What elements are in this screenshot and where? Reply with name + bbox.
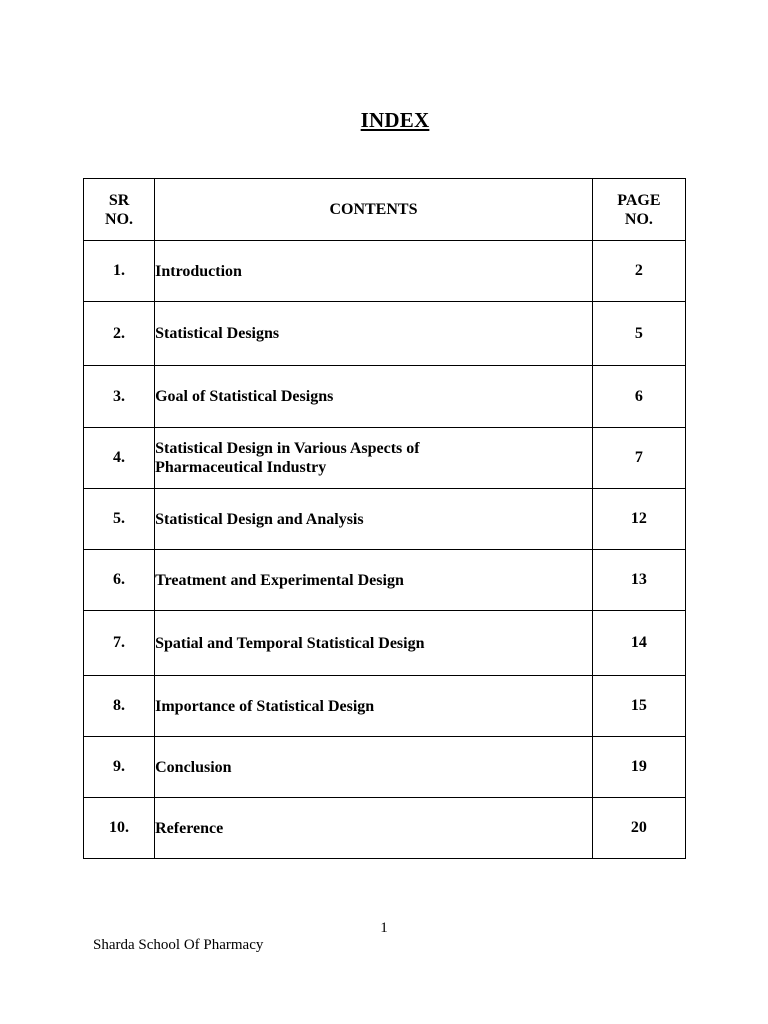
row-content-line: Pharmaceutical Industry: [155, 459, 327, 476]
row-page-no: 15: [592, 676, 685, 737]
row-sr-no: 9.: [84, 737, 155, 798]
row-page-no: 2: [592, 241, 685, 302]
header-page-no: [592, 179, 685, 241]
table-row: [84, 676, 686, 737]
table-row: [84, 241, 686, 302]
row-page-no: 5: [592, 302, 685, 366]
table-row: [84, 366, 686, 428]
row-sr-no: 1.: [84, 241, 155, 302]
table-row: [84, 428, 686, 489]
table-row: [84, 489, 686, 550]
row-content: Spatial and Temporal Statistical Design: [155, 611, 593, 676]
table-row: [84, 798, 686, 859]
row-sr-no: 7.: [84, 611, 155, 676]
row-content: Introduction: [155, 241, 593, 302]
header-page-no-label: NO.: [624, 210, 653, 228]
page-title: INDEX: [360, 108, 430, 132]
row-page-no: 12: [592, 489, 685, 550]
header-sr-no: [84, 179, 155, 241]
row-page-no: 14: [592, 611, 685, 676]
table-header-row: [84, 179, 686, 241]
header-no-label: NO.: [105, 210, 134, 228]
row-sr-no: 3.: [84, 366, 155, 428]
footer-text: Sharda School Of Pharmacy: [93, 937, 264, 953]
row-content: Goal of Statistical Designs: [155, 366, 593, 428]
row-content-line: Statistical Design in Various Aspects of: [155, 440, 420, 457]
row-sr-no: 8.: [84, 676, 155, 737]
row-sr-no: 6.: [84, 550, 155, 611]
row-sr-no: 4.: [84, 428, 155, 489]
row-page-no: 7: [592, 428, 685, 489]
header-contents: CONTENTS: [155, 179, 593, 241]
table-row: [84, 302, 686, 366]
row-page-no: 6: [592, 366, 685, 428]
row-content: Importance of Statistical Design: [155, 676, 593, 737]
header-sr-label: SR: [108, 191, 130, 209]
index-table: [83, 178, 686, 859]
row-content: Reference: [155, 798, 593, 859]
row-page-no: 19: [592, 737, 685, 798]
row-sr-no: 2.: [84, 302, 155, 366]
header-page-label: PAGE: [617, 191, 661, 209]
page-number: 1: [380, 920, 388, 936]
row-page-no: 20: [592, 798, 685, 859]
table-row: [84, 550, 686, 611]
row-content: [155, 428, 593, 489]
row-sr-no: 5.: [84, 489, 155, 550]
row-page-no: 13: [592, 550, 685, 611]
row-content: Treatment and Experimental Design: [155, 550, 593, 611]
row-content: Statistical Design and Analysis: [155, 489, 593, 550]
row-content: Statistical Designs: [155, 302, 593, 366]
table-row: [84, 737, 686, 798]
table-row: [84, 611, 686, 676]
row-sr-no: 10.: [84, 798, 155, 859]
row-content: Conclusion: [155, 737, 593, 798]
